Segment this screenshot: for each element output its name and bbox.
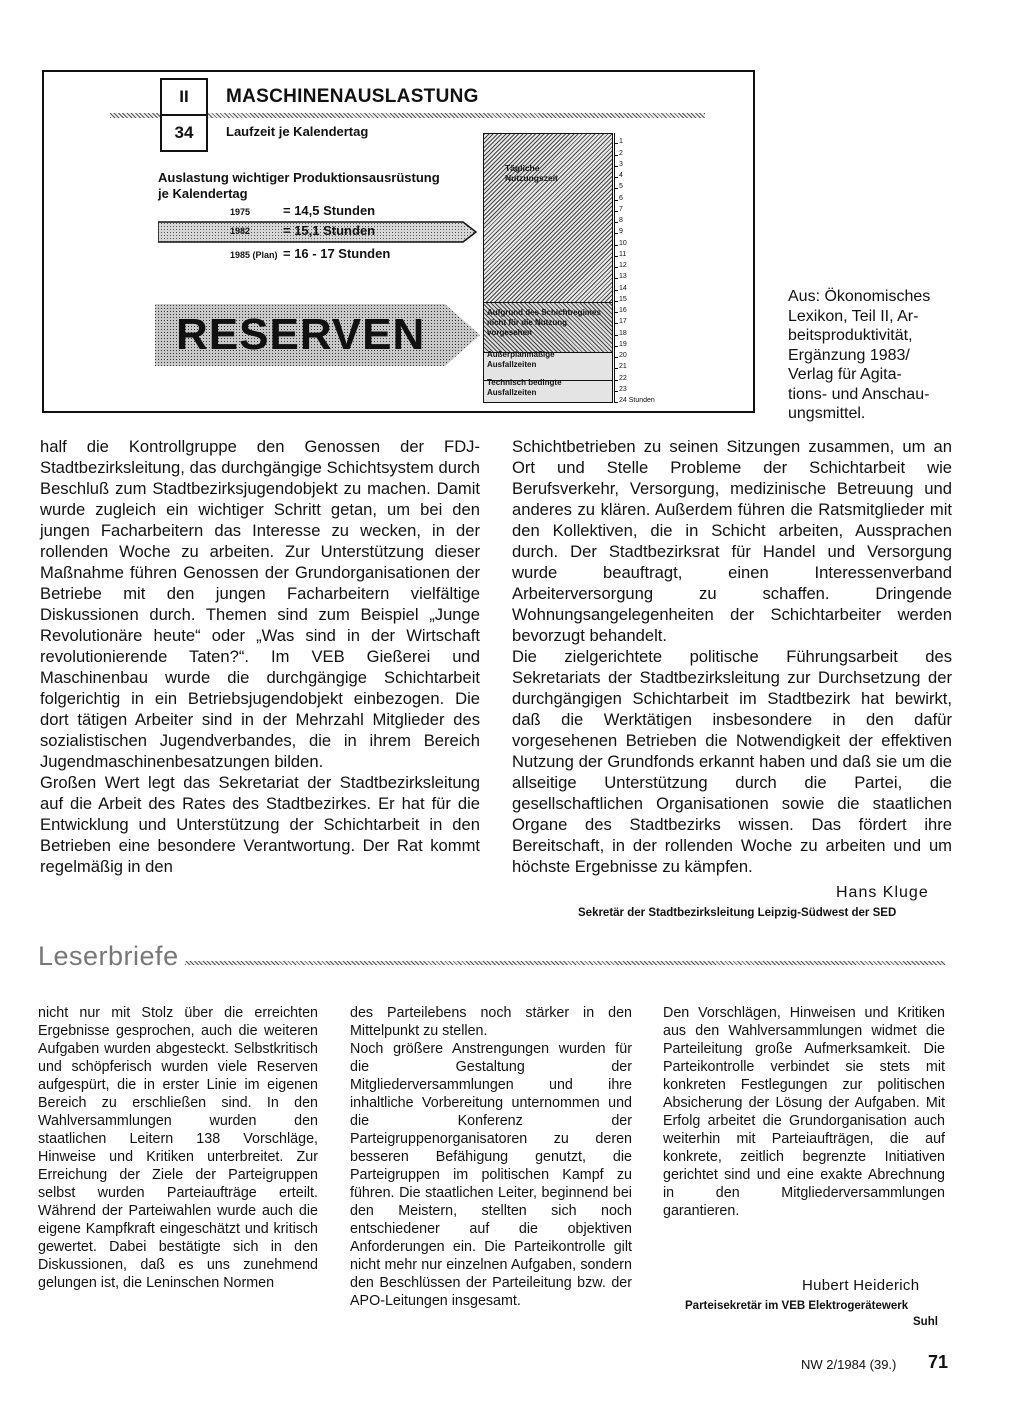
hour-tick: 23 <box>619 385 627 393</box>
hour-tick: 20 <box>619 352 627 359</box>
letters-rule <box>185 961 945 965</box>
hour-tick: 13 <box>619 273 627 281</box>
hour-tick-mark <box>615 346 618 347</box>
article-paragraph: Die zielgerichtete politische Führungsarbeit des Sekretariats der Stadtbezirksleitung zur Durchsetzung der durchgängigen Schichtarbeit im Stadtbezirk hat bewirkt, daß die Werktätigen insbesondere in den dafür vorgesehenen Betrieben die Notwendigkeit der effektiven Nutzung der Grundfonds erkannt haben und daß sie um die allseitige Unterstützung durch die Partei, die gesellschaftlichen Organisationen sowie die staatlichen Organe des Stadtbezirks wissen. Das fördert ihre Bereitschaft, in der rollenden Woche zu arbeiten und um höchste Ergebnisse zu kämpfen. <box>512 647 952 876</box>
section-roman-box: II <box>160 78 208 116</box>
letters-paragraph: nicht nur mit Stolz über die erreichten Ergebnisse gesprochen, auch die weiteren Aufgaben wurden abgesteckt. Selbstkritisch und schöpferisch wurden viele Reserven aufgespürt, die in erster Linie im eigenen Bereich zu erschließen sind. In den Wahlversammlungen wurden den staatlichen Leitern 138 Vorschläge, Hinweise und Kritiken unterbreitet. Zur Erreichung der Ziele der Parteigruppen selbst wurden Parteiaufträge erteilt. Während der Parteiwahlen wurde auch die eigene Kampfkraft eingeschätzt und kritisch gewertet. Dabei bestätigte sich in den Diskussionen, daß es uns zunehmend gelungen ist, die Leninschen Normen <box>38 1005 318 1291</box>
hour-tick: 1 <box>619 138 623 146</box>
hour-tick: 5 <box>619 183 623 191</box>
hours-scale <box>614 133 675 403</box>
page-number: 71 <box>928 1352 949 1372</box>
letters-paragraph: Noch größere Anstrengungen wurden für die Gestaltung der Mitgliederversammlungen und ihre inhaltliche Vorbereitung unternommen und die Konferenz der Parteigruppenorganisatoren zu deren besseren Befähigung genutzt, die Parteigruppen im politischen Kampf zu führen. Die staatlichen Leiter, beginnend bei den Meistern, stellten sich noch entschiedener auf die objektiven Anforderungen ein. Die Parteikontrolle gilt nicht mehr nur einzelnen Aufgaben, sondern den Beschlüssen der Parteileitung bzw. der APO-Leitungen insgesamt. <box>350 1041 632 1309</box>
letters-author: Hubert Heiderich <box>802 1277 920 1294</box>
hour-tick-mark <box>615 357 618 358</box>
letters-column-3 <box>663 1004 945 1220</box>
letters-paragraph: des Parteilebens noch stärker in den Mittelpunkt zu stellen. <box>350 1005 632 1039</box>
source-line: Aus: Ökonomisches <box>788 288 931 305</box>
chart-intro-1: Auslastung wichtiger Produktionsausrüstung <box>158 170 440 185</box>
row-1982-value: = 15,1 Stunden <box>283 223 376 238</box>
hour-tick-mark <box>615 278 618 279</box>
article-author-role: Sekretär der Stadtbezirksleitung Leipzig-Südwest der SED <box>578 907 897 919</box>
hour-tick-mark <box>615 211 618 212</box>
article-paragraph: Schichtbetrieben zu seinen Sitzungen zusammen, um an Ort und Stelle Probleme der Schichtarbeit wie Berufsverkehr, Versorgung, medizinische Betreuung und anderes zu klären. Außerdem führen die Ratsmitglieder mit den Kollektiven, die in Schicht arbeiten, Aussprachen durch. Der Stadtbezirksrat für Handel und Versorgung wurde beauftragt, einen Interessenverband Arbeiterversorgung zu schaffen. Dringende Wohnungsangelegenheiten der Schichtarbeiter werden bevorzugt behandelt. <box>512 437 952 645</box>
row-1975-year: 1975 <box>230 207 251 217</box>
hour-tick-mark <box>615 166 618 167</box>
hour-tick-mark <box>615 200 618 201</box>
hour-tick-mark <box>615 312 618 313</box>
row-1982-year: 1982 <box>230 226 251 236</box>
hour-tick: 7 <box>619 205 623 213</box>
source-line: beitsproduktivität, <box>788 327 913 344</box>
segment-label-1: Aufgrund des Schichtregimes nicht für die Nutzung vorgesehen <box>487 308 601 337</box>
article-paragraph: half die Kontrollgruppe den Genossen der FDJ-Stadtbezirksleitung, das durchgängige Schichtsystem durch Beschluß zum Stadtbezirksjugendobjekt zu machen. Damit wurde zugleich ein wichtiger Schritt getan, um bei den jungen Facharbeitern das Interesse zu wecken, in der rollenden Woche zu arbeiten. Zur Unterstützung dieser Maßnahme führen Genossen der Grundorganisationen der Betriebe mit den jungen Facharbeitern vielfältige Diskussionen durch. Themen sind zum Beispiel „Junge Revolutionäre heute“ oder „Was sind in der Wirtschaft revolutionierende Taten?“. Im VEB Gießerei und Maschinenbau wurde die durchgängige Schichtarbeit folgerichtig in ein Betriebsjugendobjekt einbezogen. Die dort tätigen Arbeiter sind in der Mehrzahl Mitglieder des sozialistischen Jugendverbandes, die in ihrem Bereich Jugendmaschinenbesatzungen bilden. <box>40 437 480 771</box>
hour-tick: 21 <box>619 363 627 371</box>
hour-tick: 14 <box>619 284 627 292</box>
hour-tick-mark <box>615 256 618 257</box>
hour-tick: 12 <box>619 262 627 269</box>
hour-tick-mark <box>615 368 618 369</box>
row-1985-year: 1985 (Plan) <box>230 250 278 260</box>
article-column-2 <box>512 436 952 877</box>
chart-title: MASCHINENAUSLASTUNG <box>226 86 479 107</box>
bar-top-label: Tägliche Nutzungszeit <box>505 163 558 183</box>
hour-tick: 6 <box>619 194 623 202</box>
hour-tick: 19 <box>619 340 627 348</box>
hour-tick: 24 Stunden <box>619 397 655 404</box>
source-line: Ergänzung 1983/ <box>788 346 910 364</box>
hour-tick: 9 <box>619 228 623 236</box>
hour-tick: 18 <box>619 329 627 337</box>
chart-subtitle: Laufzeit je Kalendertag <box>226 124 369 139</box>
hour-tick-mark <box>615 222 618 223</box>
hour-tick: 15 <box>619 295 627 303</box>
hour-tick: 16 <box>619 307 627 314</box>
hour-tick-mark <box>615 177 618 178</box>
issue-reference: NW 2/1984 (39.) <box>801 1357 897 1372</box>
hour-tick-mark <box>615 245 618 246</box>
hour-tick-mark <box>615 143 618 144</box>
source-line: Verlag für Agita- <box>788 366 902 383</box>
chart-intro-2: je Kalendertag <box>158 186 248 201</box>
hour-tick-mark <box>615 301 618 302</box>
daily-use-segment <box>484 134 612 304</box>
hour-tick-mark <box>615 290 618 291</box>
section-number-box: 34 <box>160 114 208 152</box>
source-line: Lexikon, Teil II, Ar- <box>788 307 919 325</box>
hour-tick: 10 <box>619 239 627 247</box>
hour-tick-mark <box>615 402 618 403</box>
hour-tick: 22 <box>619 374 627 382</box>
hour-tick: 8 <box>619 217 623 224</box>
letters-heading: Leserbriefe <box>38 941 179 971</box>
hour-tick-mark <box>615 267 618 268</box>
hour-tick: 3 <box>619 160 623 168</box>
article-author: Hans Kluge <box>836 884 929 901</box>
letters-column-1 <box>38 1004 318 1292</box>
segment-label-3: Technisch bedingte Ausfallzeiten <box>487 378 562 397</box>
letters-column-2 <box>350 1004 632 1310</box>
hour-tick: 4 <box>619 172 623 179</box>
hour-tick-mark <box>615 323 618 324</box>
hour-tick: 11 <box>619 250 627 258</box>
hour-tick-mark <box>615 188 618 189</box>
source-note <box>788 287 930 424</box>
source-line: ungsmittel. <box>788 405 866 422</box>
letters-paragraph: Den Vorschlägen, Hinweisen und Kritiken aus den Wahlversammlungen widmet die Parteileitung große Aufmerksamkeit. Die Parteikontrolle verbindet sie stets mit konkreten Festlegungen zur politischen Absicherung der Lösung der Aufgaben. Mit Erfolg arbeitet die Grundorganisation auch weiterhin mit Parteiaufträgen, die auf konkrete, zeitlich begrenzte Initiativen gerichtet sind und eine exakte Abrechnung in den Mitgliederversammlungen garantieren. <box>663 1005 945 1219</box>
row-1985-value: = 16 - 17 Stunden <box>283 246 391 261</box>
letters-author-role: Parteisekretär im VEB Elektrogerätewerk <box>685 1300 909 1312</box>
row-1975-value: = 14,5 Stunden <box>283 203 376 218</box>
source-line: tions- und Anschau- <box>788 385 930 403</box>
hour-tick-mark <box>615 391 618 392</box>
hour-tick: 2 <box>619 149 623 157</box>
reserven-label: RESERVEN <box>176 310 426 359</box>
hour-tick: 17 <box>619 318 627 326</box>
article-paragraph: Großen Wert legt das Sekretariat der Stadtbezirksleitung auf die Arbeit des Rates des Stadtbezirkes. Er hat für die Entwicklung und Unterstützung der Schichtarbeit in den Betrieben eine besondere Verantwortung. Der Rat kommt regelmäßig in den <box>40 773 480 876</box>
segment-label-2: Außerplanmäßige Ausfallzeiten <box>487 350 555 369</box>
hour-tick-mark <box>615 380 618 381</box>
article-column-1 <box>40 436 480 877</box>
letters-author-place: Suhl <box>913 1316 938 1328</box>
hour-tick-mark <box>615 335 618 336</box>
hour-tick-mark <box>615 155 618 156</box>
hour-tick-mark <box>615 233 618 234</box>
